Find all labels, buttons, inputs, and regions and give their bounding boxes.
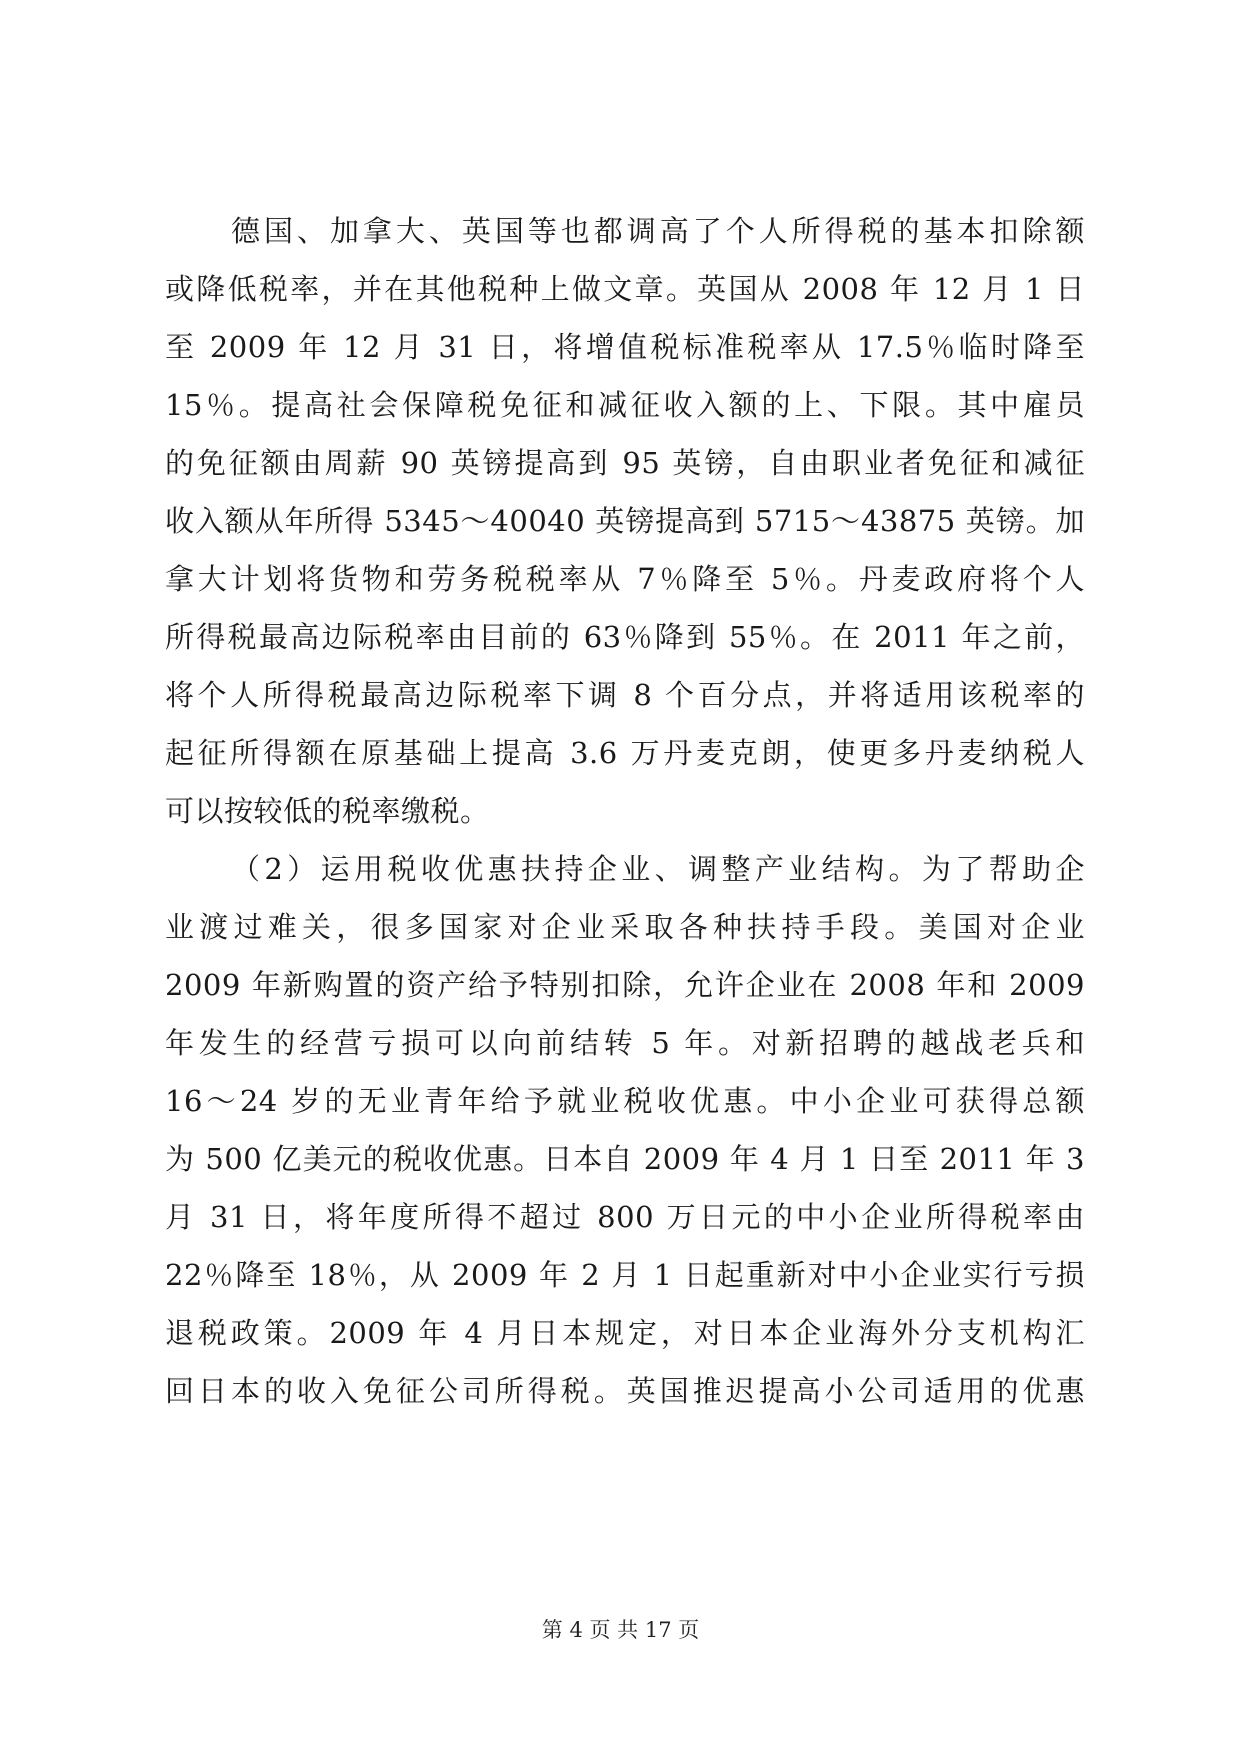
text-line: 15％。提高社会保障税免征和减征收入额的上、下限。其中雇员 <box>165 388 1085 422</box>
text-line: 月 31 日，将年度所得不超过 800 万日元的中小企业所得税率由 <box>165 1200 1085 1234</box>
text-line: 可以按较低的税率缴税。 <box>165 794 490 828</box>
text-line: （2）运用税收优惠扶持企业、调整产业结构。为了帮助企 <box>231 852 1085 886</box>
text-line: 或降低税率，并在其他税种上做文章。英国从 2008 年 12 月 1 日 <box>165 272 1085 306</box>
text-line: 将个人所得税最高边际税率下调 8 个百分点，并将适用该税率的 <box>165 678 1085 712</box>
text-line: 业渡过难关，很多国家对企业采取各种扶持手段。美国对企业 <box>165 910 1085 944</box>
text-line: 收入额从年所得 5345～40040 英镑提高到 5715～43875 英镑。加 <box>165 504 1085 538</box>
text-line: 回日本的收入免征公司所得税。英国推迟提高小公司适用的优惠 <box>165 1374 1085 1408</box>
text-line: 德国、加拿大、英国等也都调高了个人所得税的基本扣除额 <box>231 214 1085 248</box>
text-line: 起征所得额在原基础上提高 3.6 万丹麦克朗，使更多丹麦纳税人 <box>165 736 1085 770</box>
text-line: 22％降至 18％，从 2009 年 2 月 1 日起重新对中小企业实行亏损 <box>165 1258 1085 1292</box>
text-line: 拿大计划将货物和劳务税税率从 7％降至 5％。丹麦政府将个人 <box>165 562 1085 596</box>
text-line: 16～24 岁的无业青年给予就业税收优惠。中小企业可获得总额 <box>165 1084 1085 1118</box>
text-line: 所得税最高边际税率由目前的 63％降到 55％。在 2011 年之前， <box>165 620 1085 654</box>
text-line: 至 2009 年 12 月 31 日，将增值税标准税率从 17.5％临时降至 <box>165 330 1085 364</box>
page-footer: 第 4 页 共 17 页 <box>541 1618 700 1642</box>
text-line: 退税政策。2009 年 4 月日本规定，对日本企业海外分支机构汇 <box>165 1316 1085 1350</box>
text-line: 年发生的经营亏损可以向前结转 5 年。对新招聘的越战老兵和 <box>165 1026 1085 1060</box>
text-line: 的免征额由周薪 90 英镑提高到 95 英镑，自由职业者免征和减征 <box>165 446 1085 480</box>
text-line: 为 500 亿美元的税收优惠。日本自 2009 年 4 月 1 日至 2011 年 3 <box>165 1142 1085 1176</box>
text-line: 2009 年新购置的资产给予特别扣除，允许企业在 2008 年和 2009 <box>165 968 1085 1002</box>
